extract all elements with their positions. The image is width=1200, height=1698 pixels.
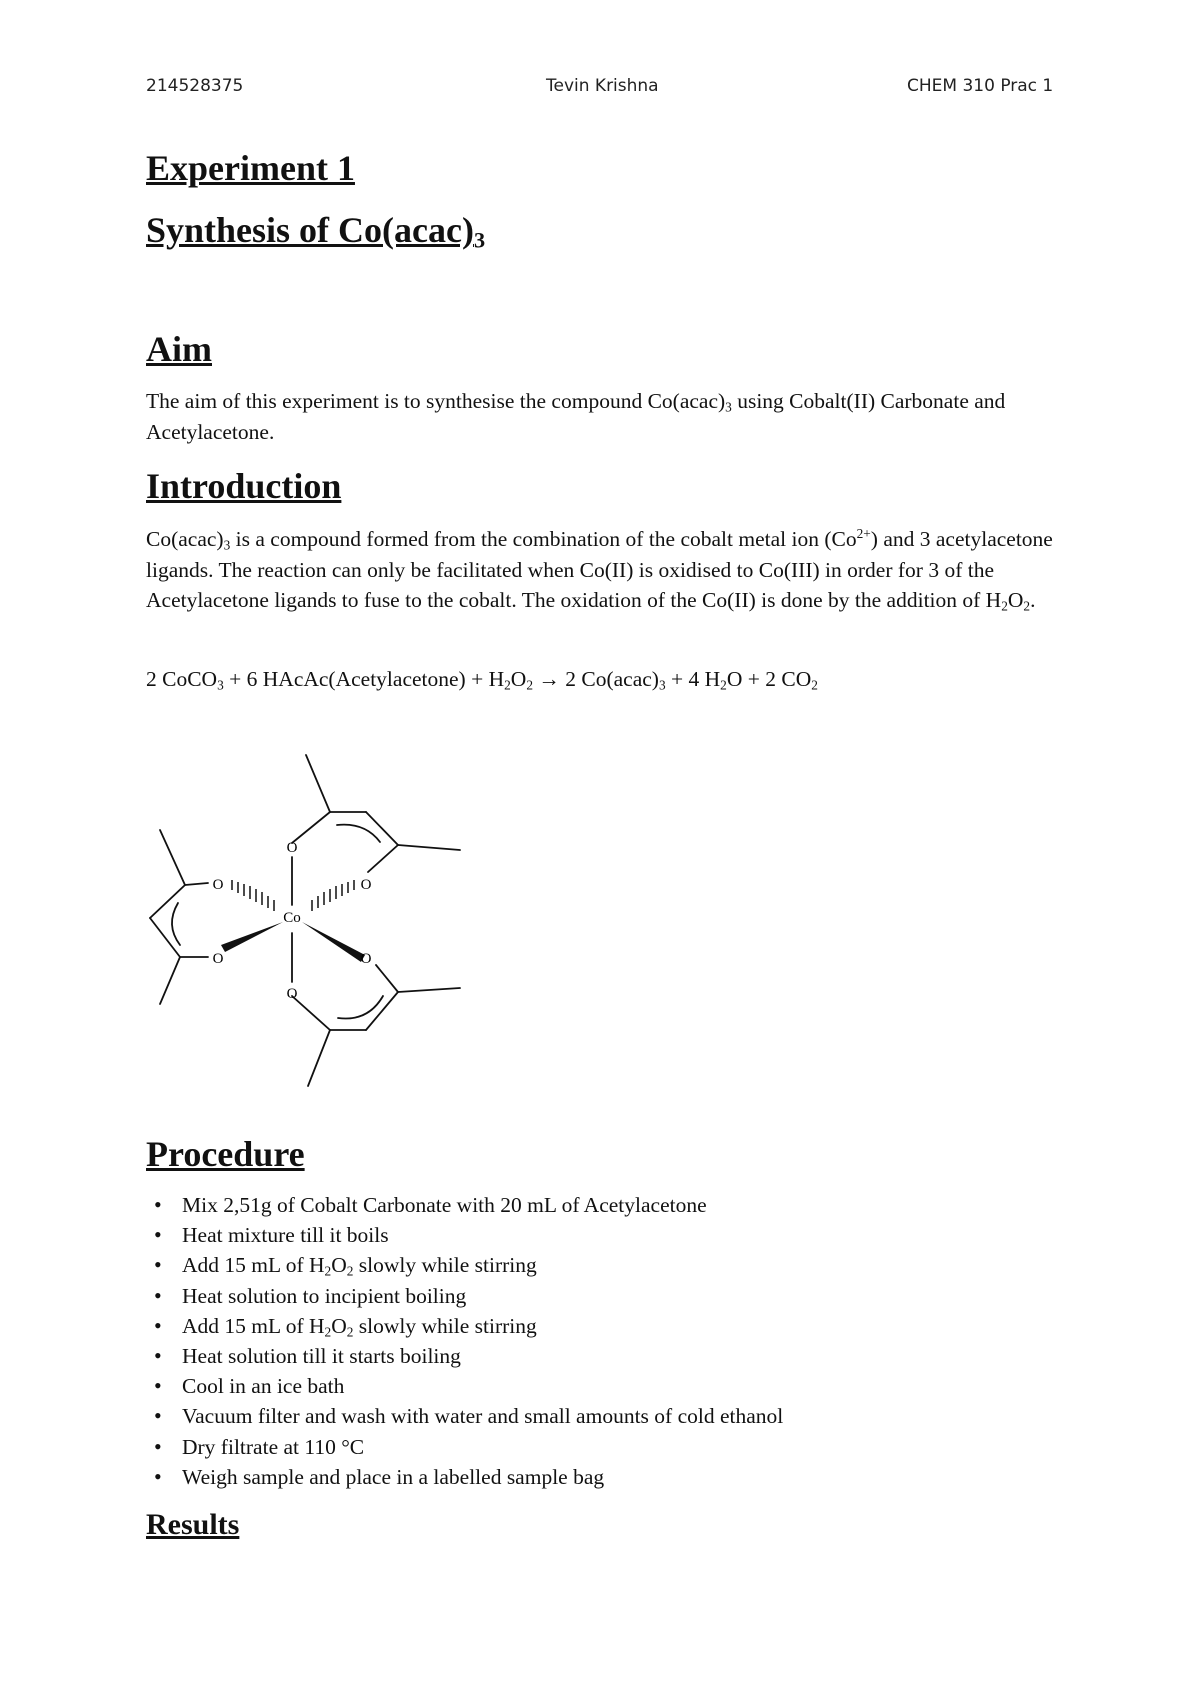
procedure-step: • Heat solution to incipient boiling bbox=[146, 1281, 783, 1311]
procedure-step: • Vacuum filter and wash with water and small amounts of cold ethanol bbox=[146, 1401, 783, 1431]
top-ligand-c-o bbox=[368, 845, 398, 872]
eq-t3: + 6 HAcAc(Acetylacetone) + H bbox=[223, 667, 505, 691]
atom-label-oxygen: O bbox=[360, 951, 372, 967]
wedge-bond-right bbox=[302, 922, 365, 962]
step3-t4: 2 bbox=[346, 1263, 354, 1279]
step3-t3: O bbox=[331, 1253, 347, 1278]
left-ligand-delocalized-arc bbox=[172, 903, 180, 945]
procedure-step bbox=[146, 1250, 783, 1280]
top-ligand-o-c bbox=[292, 812, 330, 843]
eq-t9: + 4 H bbox=[665, 667, 721, 691]
bottom-ligand-c-o bbox=[292, 996, 330, 1030]
intro-t3: is a compound formed from the combination of the cobalt metal ion (Co bbox=[230, 527, 857, 551]
procedure-step: • Dry filtrate at 110 °C bbox=[146, 1432, 783, 1462]
procedure-step: • Mix 2,51g of Cobalt Carbonate with 20 mL of Acetylacetone bbox=[146, 1190, 783, 1220]
wedge-bond-left bbox=[221, 922, 283, 952]
aim-sub: 3 bbox=[725, 399, 732, 415]
eq-t11: O + 2 CO bbox=[726, 667, 812, 691]
atom-label-oxygen: O bbox=[360, 877, 372, 893]
subtitle-subscript: 3 bbox=[473, 227, 486, 253]
header-student-name: Tevin Krishna bbox=[546, 76, 659, 96]
eq-t2: 3 bbox=[217, 677, 224, 693]
procedure-step: • Heat solution till it starts boiling bbox=[146, 1341, 783, 1371]
intro-t4: 2+ bbox=[856, 526, 871, 542]
step3-t5: slowly while stirring bbox=[353, 1253, 537, 1278]
aim-text-b: using Cobalt(II) Carbonate and Acetylacetone. bbox=[146, 389, 1006, 444]
intro-t6: 2 bbox=[1001, 598, 1008, 614]
step5-t5: slowly while stirring bbox=[353, 1313, 537, 1338]
step5-t2: 2 bbox=[324, 1324, 332, 1340]
atom-label-cobalt: Co bbox=[283, 910, 301, 926]
eq-t4: 2 bbox=[504, 677, 511, 693]
header-student-id: 214528375 bbox=[146, 76, 244, 96]
top-ligand-methyl-2 bbox=[398, 845, 460, 850]
eq-t1: 2 CoCO bbox=[146, 667, 218, 691]
intro-t2: 3 bbox=[223, 537, 231, 553]
hashed-bond-left bbox=[232, 880, 274, 911]
bottom-ligand-methyl-2 bbox=[308, 1030, 330, 1086]
procedure-heading: Procedure bbox=[146, 1134, 305, 1174]
eq-t6: 2 bbox=[526, 677, 533, 693]
procedure-step bbox=[146, 1311, 783, 1341]
intro-t1: Co(acac) bbox=[146, 527, 224, 551]
left-ligand-methyl-1 bbox=[160, 830, 185, 885]
top-ligand-methyl-1 bbox=[306, 755, 330, 812]
step5-t3: O bbox=[331, 1313, 347, 1338]
bottom-ligand-o-c bbox=[376, 965, 398, 992]
atom-label-oxygen: O bbox=[286, 840, 298, 856]
procedure-step: • Cool in an ice bath bbox=[146, 1371, 783, 1401]
bottom-ligand-methyl-1 bbox=[398, 988, 460, 992]
eq-t12: 2 bbox=[811, 677, 818, 693]
intro-t9: . bbox=[1030, 588, 1036, 612]
procedure-step: • Weigh sample and place in a labelled sample bag bbox=[146, 1462, 783, 1492]
introduction-heading: Introduction bbox=[146, 466, 342, 506]
atom-label-oxygen: O bbox=[212, 951, 224, 967]
eq-t8: 3 bbox=[658, 677, 666, 693]
aim-heading: Aim bbox=[146, 329, 212, 369]
left-ligand-methyl-2 bbox=[160, 957, 180, 1004]
bottom-ligand-delocalized-arc bbox=[338, 996, 383, 1019]
eq-t10: 2 bbox=[720, 677, 727, 693]
procedure-step: • Heat mixture till it boils bbox=[146, 1220, 783, 1250]
step3-t1: Add 15 mL of H bbox=[182, 1253, 325, 1278]
intro-t8: 2 bbox=[1023, 598, 1031, 614]
left-ligand-o-c bbox=[185, 883, 208, 885]
top-ligand-c-c-2 bbox=[366, 812, 398, 845]
step5-t1: Add 15 mL of H bbox=[182, 1313, 325, 1338]
step5-t4: 2 bbox=[346, 1324, 354, 1340]
eq-t5: O bbox=[510, 667, 527, 691]
intro-t5: ) and 3 acetylacetone ligands. The reaction can only be facilitated when Co(II) is oxidised to Co(III) in order for 3 of the Acetylacetone ligands to fuse to the cobalt. The oxidation of the Co(II) is done by the addition of H bbox=[146, 527, 1053, 612]
results-heading: Results bbox=[146, 1508, 240, 1541]
atom-label-oxygen: O bbox=[286, 986, 298, 1002]
left-ligand-c-c bbox=[150, 885, 185, 918]
eq-t7: → 2 Co(acac) bbox=[532, 667, 659, 691]
step3-t2: 2 bbox=[324, 1263, 332, 1279]
subtitle-text: Synthesis of Co(acac) bbox=[146, 210, 474, 250]
aim-text-a: The aim of this experiment is to synthesise the compound Co(acac) bbox=[146, 389, 726, 413]
hashed-bond-right bbox=[312, 880, 354, 911]
top-ligand-delocalized-arc bbox=[337, 825, 380, 842]
atom-label-oxygen: O bbox=[212, 877, 224, 893]
intro-t7: O bbox=[1007, 588, 1024, 612]
header-course: CHEM 310 Prac 1 bbox=[907, 76, 1054, 96]
procedure-list bbox=[146, 1190, 783, 1492]
experiment-title: Experiment 1 bbox=[146, 148, 355, 188]
